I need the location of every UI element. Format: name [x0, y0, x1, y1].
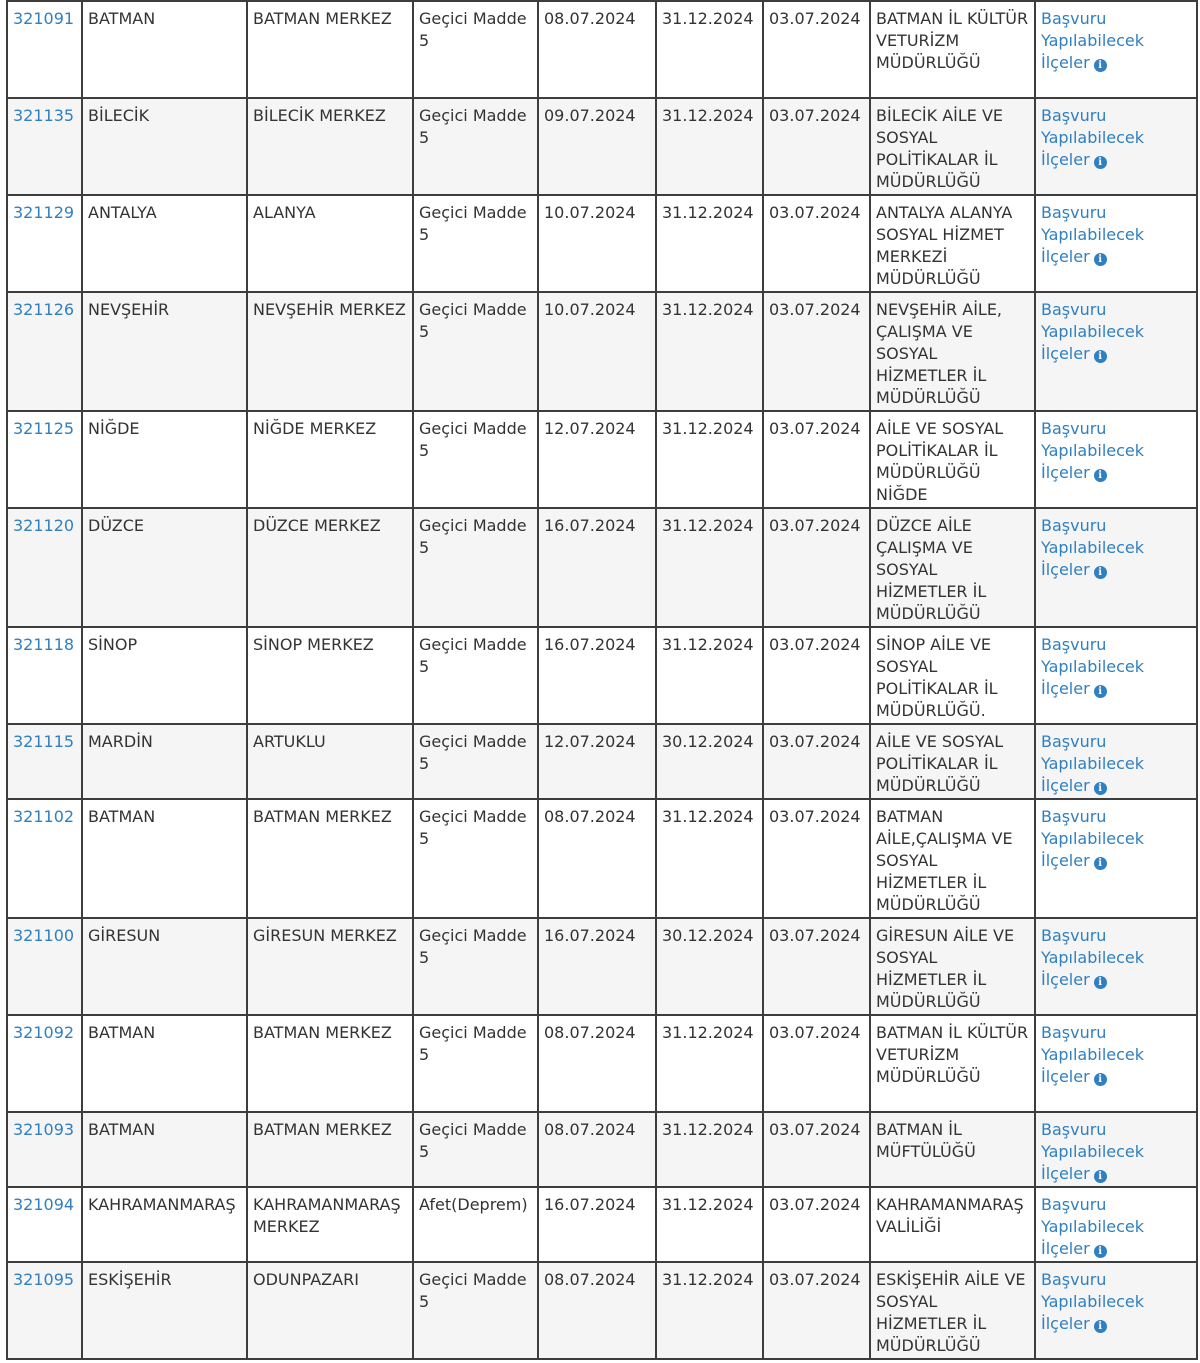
applicable-districts-link[interactable] [1041, 635, 1144, 698]
posted-date-cell: 03.07.2024 [763, 918, 870, 1015]
start-date-cell: 10.07.2024 [538, 292, 656, 411]
start-date-cell: 16.07.2024 [538, 1187, 656, 1262]
type-cell: Geçici Madde 5 [413, 98, 538, 195]
end-date-cell: 31.12.2024 [656, 1187, 763, 1262]
province-cell: BATMAN [82, 799, 247, 918]
applicable-districts-label[interactable]: Başvuru Yapılabilecek İlçeler [1041, 926, 1145, 989]
posted-date-cell: 03.07.2024 [763, 1112, 870, 1187]
info-icon[interactable]: i [1094, 566, 1107, 579]
listing-id-link[interactable]: 321126 [13, 300, 75, 319]
end-date-cell: 31.12.2024 [656, 195, 763, 292]
id-cell[interactable] [7, 195, 82, 292]
district-cell: GİRESUN MERKEZ [247, 918, 413, 1015]
listing-id-link[interactable]: 321094 [13, 1195, 75, 1214]
districts-link-cell[interactable] [1035, 1, 1197, 98]
start-date-cell: 08.07.2024 [538, 1112, 656, 1187]
province-cell: ESKİŞEHİR [82, 1262, 247, 1359]
district-cell: SİNOP MERKEZ [247, 627, 413, 724]
end-date-cell: 30.12.2024 [656, 918, 763, 1015]
table-row [7, 918, 1197, 1015]
id-cell[interactable] [7, 724, 82, 799]
districts-link-cell[interactable] [1035, 292, 1197, 411]
districts-link-cell[interactable] [1035, 627, 1197, 724]
table-row [7, 411, 1197, 508]
info-icon[interactable]: i [1094, 685, 1107, 698]
table-row [7, 508, 1197, 627]
districts-link-cell[interactable] [1035, 411, 1197, 508]
id-cell[interactable] [7, 627, 82, 724]
province-cell: NİĞDE [82, 411, 247, 508]
applicable-districts-label[interactable]: Başvuru Yapılabilecek İlçeler [1041, 732, 1145, 795]
institution-cell: SİNOP AİLE VE SOSYAL POLİTİKALAR İL MÜDÜRLÜĞÜ. [870, 627, 1035, 724]
province-cell: MARDİN [82, 724, 247, 799]
applicable-districts-label[interactable]: Başvuru Yapılabilecek İlçeler [1041, 1270, 1145, 1333]
table-row [7, 724, 1197, 799]
province-cell: GİRESUN [82, 918, 247, 1015]
districts-link-cell[interactable] [1035, 1262, 1197, 1359]
district-cell: ALANYA [247, 195, 413, 292]
applicable-districts-link[interactable] [1041, 516, 1144, 579]
info-icon[interactable]: i [1094, 59, 1107, 72]
applicable-districts-link[interactable] [1041, 1270, 1144, 1333]
districts-link-cell[interactable] [1035, 98, 1197, 195]
type-cell: Geçici Madde 5 [413, 1015, 538, 1112]
applicable-districts-link[interactable] [1041, 1120, 1144, 1183]
type-cell: Geçici Madde 5 [413, 918, 538, 1015]
institution-cell: BATMAN İL KÜLTÜR VETURİZM MÜDÜRLÜĞÜ [870, 1, 1035, 98]
start-date-cell: 12.07.2024 [538, 724, 656, 799]
type-cell: Geçici Madde 5 [413, 1, 538, 98]
posted-date-cell: 03.07.2024 [763, 1187, 870, 1262]
posted-date-cell: 03.07.2024 [763, 1015, 870, 1112]
applicable-districts-label[interactable]: Başvuru Yapılabilecek İlçeler [1041, 1023, 1145, 1086]
posted-date-cell: 03.07.2024 [763, 799, 870, 918]
districts-link-cell[interactable] [1035, 918, 1197, 1015]
districts-link-cell[interactable] [1035, 1112, 1197, 1187]
posted-date-cell: 03.07.2024 [763, 1262, 870, 1359]
id-cell[interactable] [7, 292, 82, 411]
start-date-cell: 16.07.2024 [538, 627, 656, 724]
info-icon[interactable]: i [1094, 1245, 1107, 1258]
id-cell[interactable] [7, 918, 82, 1015]
institution-cell: GİRESUN AİLE VE SOSYAL HİZMETLER İL MÜDÜRLÜĞÜ [870, 918, 1035, 1015]
district-cell: DÜZCE MERKEZ [247, 508, 413, 627]
institution-cell: BATMAN İL MÜFTÜLÜĞÜ [870, 1112, 1035, 1187]
info-icon[interactable]: i [1094, 976, 1107, 989]
institution-cell: AİLE VE SOSYAL POLİTİKALAR İL MÜDÜRLÜĞÜ NİĞDE [870, 411, 1035, 508]
id-cell[interactable] [7, 799, 82, 918]
applicable-districts-link[interactable] [1041, 300, 1144, 363]
type-cell: Geçici Madde 5 [413, 508, 538, 627]
start-date-cell: 08.07.2024 [538, 799, 656, 918]
posted-date-cell: 03.07.2024 [763, 292, 870, 411]
type-cell: Geçici Madde 5 [413, 1262, 538, 1359]
applicable-districts-link[interactable] [1041, 1195, 1144, 1258]
district-cell: BATMAN MERKEZ [247, 799, 413, 918]
start-date-cell: 08.07.2024 [538, 1015, 656, 1112]
applicable-districts-link[interactable] [1041, 9, 1144, 72]
table-row [7, 799, 1197, 918]
table-row [7, 1015, 1197, 1112]
applicable-districts-label[interactable]: Başvuru Yapılabilecek İlçeler [1041, 635, 1145, 698]
institution-cell: AİLE VE SOSYAL POLİTİKALAR İL MÜDÜRLÜĞÜ [870, 724, 1035, 799]
district-cell: NİĞDE MERKEZ [247, 411, 413, 508]
table-body [7, 1, 1197, 1359]
table-row [7, 1262, 1197, 1359]
id-cell[interactable] [7, 1112, 82, 1187]
province-cell: NEVŞEHİR [82, 292, 247, 411]
institution-cell: BATMAN AİLE,ÇALIŞMA VE SOSYAL HİZMETLER İL MÜDÜRLÜĞÜ [870, 799, 1035, 918]
end-date-cell: 31.12.2024 [656, 1, 763, 98]
start-date-cell: 09.07.2024 [538, 98, 656, 195]
id-cell[interactable] [7, 411, 82, 508]
info-icon[interactable]: i [1094, 253, 1107, 266]
info-icon[interactable]: i [1094, 350, 1107, 363]
district-cell: BİLECİK MERKEZ [247, 98, 413, 195]
end-date-cell: 31.12.2024 [656, 292, 763, 411]
end-date-cell: 31.12.2024 [656, 1262, 763, 1359]
info-icon[interactable]: i [1094, 1170, 1107, 1183]
start-date-cell: 12.07.2024 [538, 411, 656, 508]
info-icon[interactable]: i [1094, 1073, 1107, 1086]
posted-date-cell: 03.07.2024 [763, 508, 870, 627]
listing-id-link[interactable]: 321095 [13, 1270, 75, 1289]
type-cell: Geçici Madde 5 [413, 195, 538, 292]
province-cell: BATMAN [82, 1015, 247, 1112]
applicable-districts-label[interactable]: Başvuru Yapılabilecek İlçeler [1041, 807, 1145, 870]
id-cell[interactable] [7, 1262, 82, 1359]
posted-date-cell: 03.07.2024 [763, 1, 870, 98]
info-icon[interactable]: i [1094, 156, 1107, 169]
type-cell: Geçici Madde 5 [413, 292, 538, 411]
institution-cell: DÜZCE AİLE ÇALIŞMA VE SOSYAL HİZMETLER İL MÜDÜRLÜĞÜ [870, 508, 1035, 627]
end-date-cell: 31.12.2024 [656, 98, 763, 195]
table-row [7, 195, 1197, 292]
end-date-cell: 31.12.2024 [656, 1112, 763, 1187]
listing-id-link[interactable]: 321120 [13, 516, 75, 535]
table-row [7, 98, 1197, 195]
posted-date-cell: 03.07.2024 [763, 411, 870, 508]
listing-id-link[interactable]: 321100 [13, 926, 75, 945]
districts-link-cell[interactable] [1035, 1187, 1197, 1262]
districts-link-cell[interactable] [1035, 195, 1197, 292]
type-cell: Geçici Madde 5 [413, 411, 538, 508]
districts-link-cell[interactable] [1035, 1015, 1197, 1112]
info-icon[interactable]: i [1094, 857, 1107, 870]
table-row [7, 627, 1197, 724]
applicable-districts-label[interactable]: Başvuru Yapılabilecek İlçeler [1041, 9, 1145, 72]
posted-date-cell: 03.07.2024 [763, 195, 870, 292]
listing-id-link[interactable]: 321093 [13, 1120, 75, 1139]
type-cell: Afet(Deprem) [413, 1187, 538, 1262]
districts-link-cell[interactable] [1035, 799, 1197, 918]
district-cell: ARTUKLU [247, 724, 413, 799]
applicable-districts-label[interactable]: Başvuru Yapılabilecek İlçeler [1041, 106, 1145, 169]
district-cell: NEVŞEHİR MERKEZ [247, 292, 413, 411]
start-date-cell: 08.07.2024 [538, 1, 656, 98]
province-cell: ANTALYA [82, 195, 247, 292]
institution-cell: NEVŞEHİR AİLE, ÇALIŞMA VE SOSYAL HİZMETLER İL MÜDÜRLÜĞÜ [870, 292, 1035, 411]
posted-date-cell: 03.07.2024 [763, 724, 870, 799]
applicable-districts-link[interactable] [1041, 106, 1144, 169]
info-icon[interactable]: i [1094, 1320, 1107, 1333]
province-cell: SİNOP [82, 627, 247, 724]
district-cell: BATMAN MERKEZ [247, 1112, 413, 1187]
districts-link-cell[interactable] [1035, 724, 1197, 799]
district-cell: KAHRAMANMARAŞ MERKEZ [247, 1187, 413, 1262]
applicable-districts-link[interactable] [1041, 732, 1144, 795]
applicable-districts-label[interactable]: Başvuru Yapılabilecek İlçeler [1041, 1195, 1145, 1258]
district-cell: BATMAN MERKEZ [247, 1, 413, 98]
applicable-districts-label[interactable]: Başvuru Yapılabilecek İlçeler [1041, 203, 1145, 266]
applicable-districts-label[interactable]: Başvuru Yapılabilecek İlçeler [1041, 516, 1145, 579]
posted-date-cell: 03.07.2024 [763, 98, 870, 195]
province-cell: DÜZCE [82, 508, 247, 627]
applicable-districts-label[interactable]: Başvuru Yapılabilecek İlçeler [1041, 300, 1145, 363]
institution-cell: BATMAN İL KÜLTÜR VETURİZM MÜDÜRLÜĞÜ [870, 1015, 1035, 1112]
applicable-districts-link[interactable] [1041, 926, 1144, 989]
province-cell: BATMAN [82, 1, 247, 98]
start-date-cell: 16.07.2024 [538, 918, 656, 1015]
start-date-cell: 10.07.2024 [538, 195, 656, 292]
table-row [7, 1112, 1197, 1187]
end-date-cell: 31.12.2024 [656, 627, 763, 724]
listing-id-link[interactable]: 321102 [13, 807, 75, 826]
applicable-districts-link[interactable] [1041, 807, 1144, 870]
table-row [7, 292, 1197, 411]
listing-id-link[interactable]: 321091 [13, 9, 75, 28]
province-cell: BATMAN [82, 1112, 247, 1187]
applicable-districts-link[interactable] [1041, 1023, 1144, 1086]
id-cell[interactable] [7, 1, 82, 98]
id-cell[interactable] [7, 98, 82, 195]
institution-cell: BİLECİK AİLE VE SOSYAL POLİTİKALAR İL MÜDÜRLÜĞÜ [870, 98, 1035, 195]
end-date-cell: 30.12.2024 [656, 724, 763, 799]
id-cell[interactable] [7, 1187, 82, 1262]
job-listing-table [6, 0, 1198, 1360]
listing-id-link[interactable]: 321129 [13, 203, 75, 222]
info-icon[interactable]: i [1094, 782, 1107, 795]
end-date-cell: 31.12.2024 [656, 799, 763, 918]
start-date-cell: 08.07.2024 [538, 1262, 656, 1359]
type-cell: Geçici Madde 5 [413, 1112, 538, 1187]
listing-id-link[interactable]: 321115 [13, 732, 75, 751]
posted-date-cell: 03.07.2024 [763, 627, 870, 724]
id-cell[interactable] [7, 1015, 82, 1112]
table-row [7, 1187, 1197, 1262]
district-cell: BATMAN MERKEZ [247, 1015, 413, 1112]
province-cell: BİLECİK [82, 98, 247, 195]
districts-link-cell[interactable] [1035, 508, 1197, 627]
listing-id-link[interactable]: 321125 [13, 419, 75, 438]
applicable-districts-label[interactable]: Başvuru Yapılabilecek İlçeler [1041, 419, 1145, 482]
start-date-cell: 16.07.2024 [538, 508, 656, 627]
id-cell[interactable] [7, 508, 82, 627]
applicable-districts-label[interactable]: Başvuru Yapılabilecek İlçeler [1041, 1120, 1145, 1183]
district-cell: ODUNPAZARI [247, 1262, 413, 1359]
type-cell: Geçici Madde 5 [413, 799, 538, 918]
listing-id-link[interactable]: 321135 [13, 106, 75, 125]
end-date-cell: 31.12.2024 [656, 1015, 763, 1112]
end-date-cell: 31.12.2024 [656, 411, 763, 508]
institution-cell: ESKİŞEHİR AİLE VE SOSYAL HİZMETLER İL MÜDÜRLÜĞÜ [870, 1262, 1035, 1359]
end-date-cell: 31.12.2024 [656, 508, 763, 627]
institution-cell: ANTALYA ALANYA SOSYAL HİZMET MERKEZİ MÜDÜRLÜĞÜ [870, 195, 1035, 292]
type-cell: Geçici Madde 5 [413, 724, 538, 799]
listing-id-link[interactable]: 321092 [13, 1023, 75, 1042]
applicable-districts-link[interactable] [1041, 419, 1144, 482]
listing-id-link[interactable]: 321118 [13, 635, 75, 654]
applicable-districts-link[interactable] [1041, 203, 1144, 266]
type-cell: Geçici Madde 5 [413, 627, 538, 724]
table-row [7, 1, 1197, 98]
info-icon[interactable]: i [1094, 469, 1107, 482]
institution-cell: KAHRAMANMARAŞ VALİLİĞİ [870, 1187, 1035, 1262]
province-cell: KAHRAMANMARAŞ [82, 1187, 247, 1262]
